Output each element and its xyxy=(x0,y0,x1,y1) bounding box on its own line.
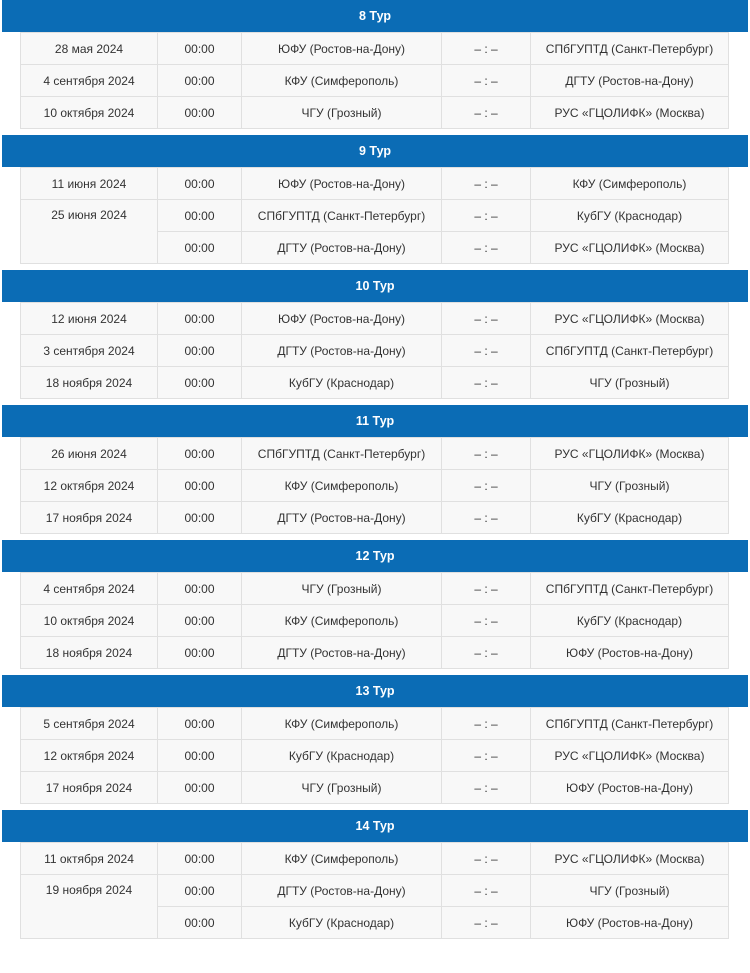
match-home: СПбГУПТД (Санкт-Петербург) xyxy=(242,200,442,232)
match-away: КубГУ (Краснодар) xyxy=(531,200,729,232)
match-date: 10 октября 2024 xyxy=(21,97,158,129)
match-row xyxy=(21,438,729,470)
match-row xyxy=(21,65,729,97)
match-score: – : – xyxy=(442,573,531,605)
match-date: 4 сентября 2024 xyxy=(21,573,158,605)
match-score: – : – xyxy=(442,772,531,804)
round-header: 14 Тур xyxy=(2,810,748,842)
match-away: СПбГУПТД (Санкт-Петербург) xyxy=(531,335,729,367)
round-section xyxy=(0,540,750,675)
match-score: – : – xyxy=(442,335,531,367)
match-row xyxy=(21,708,729,740)
match-time: 00:00 xyxy=(158,875,242,907)
match-row xyxy=(21,502,729,534)
match-score: – : – xyxy=(442,843,531,875)
match-time: 00:00 xyxy=(158,772,242,804)
match-time: 00:00 xyxy=(158,605,242,637)
match-time: 00:00 xyxy=(158,573,242,605)
match-home: ЧГУ (Грозный) xyxy=(242,573,442,605)
matches-table xyxy=(20,572,729,669)
match-time: 00:00 xyxy=(158,335,242,367)
match-score: – : – xyxy=(442,907,531,939)
match-away: РУС «ГЦОЛИФК» (Москва) xyxy=(531,740,729,772)
match-date: 28 мая 2024 xyxy=(21,33,158,65)
match-score: – : – xyxy=(442,168,531,200)
match-score: – : – xyxy=(442,33,531,65)
match-home: КубГУ (Краснодар) xyxy=(242,740,442,772)
match-row xyxy=(21,367,729,399)
round-header: 10 Тур xyxy=(2,270,748,302)
match-date: 17 ноября 2024 xyxy=(21,772,158,804)
match-home: КФУ (Симферополь) xyxy=(242,470,442,502)
match-date: 5 сентября 2024 xyxy=(21,708,158,740)
match-time: 00:00 xyxy=(158,502,242,534)
match-score: – : – xyxy=(442,740,531,772)
match-row xyxy=(21,303,729,335)
matches-table xyxy=(20,302,729,399)
match-home: ЮФУ (Ростов-на-Дону) xyxy=(242,33,442,65)
match-row xyxy=(21,843,729,875)
match-home: КФУ (Симферополь) xyxy=(242,843,442,875)
match-away: КФУ (Симферополь) xyxy=(531,168,729,200)
match-time: 00:00 xyxy=(158,303,242,335)
match-row xyxy=(21,168,729,200)
match-home: ЧГУ (Грозный) xyxy=(242,97,442,129)
match-row xyxy=(21,573,729,605)
match-score: – : – xyxy=(442,97,531,129)
match-score: – : – xyxy=(442,367,531,399)
match-time: 00:00 xyxy=(158,367,242,399)
match-date: 3 сентября 2024 xyxy=(21,335,158,367)
match-score: – : – xyxy=(442,303,531,335)
match-time: 00:00 xyxy=(158,438,242,470)
match-time: 00:00 xyxy=(158,200,242,232)
match-date: 18 ноября 2024 xyxy=(21,367,158,399)
round-section xyxy=(0,0,750,135)
match-score: – : – xyxy=(442,637,531,669)
match-row xyxy=(21,97,729,129)
match-date: 12 октября 2024 xyxy=(21,740,158,772)
match-away: ЮФУ (Ростов-на-Дону) xyxy=(531,772,729,804)
match-score: – : – xyxy=(442,605,531,637)
match-away: ЧГУ (Грозный) xyxy=(531,367,729,399)
match-away: РУС «ГЦОЛИФК» (Москва) xyxy=(531,438,729,470)
match-away: КубГУ (Краснодар) xyxy=(531,502,729,534)
match-date: 19 ноября 2024 xyxy=(21,875,158,939)
match-row xyxy=(21,470,729,502)
match-away: ДГТУ (Ростов-на-Дону) xyxy=(531,65,729,97)
match-time: 00:00 xyxy=(158,97,242,129)
match-home: ДГТУ (Ростов-на-Дону) xyxy=(242,232,442,264)
match-row xyxy=(21,33,729,65)
match-score: – : – xyxy=(442,470,531,502)
match-score: – : – xyxy=(442,200,531,232)
match-time: 00:00 xyxy=(158,708,242,740)
match-date: 25 июня 2024 xyxy=(21,200,158,264)
match-time: 00:00 xyxy=(158,33,242,65)
match-home: ЮФУ (Ростов-на-Дону) xyxy=(242,168,442,200)
matches-table xyxy=(20,32,729,129)
round-header: 12 Тур xyxy=(2,540,748,572)
match-score: – : – xyxy=(442,438,531,470)
match-away: ЮФУ (Ростов-на-Дону) xyxy=(531,637,729,669)
match-time: 00:00 xyxy=(158,907,242,939)
round-header: 8 Тур xyxy=(2,0,748,32)
round-header: 9 Тур xyxy=(2,135,748,167)
match-away: ЮФУ (Ростов-на-Дону) xyxy=(531,907,729,939)
match-home: ЮФУ (Ростов-на-Дону) xyxy=(242,303,442,335)
round-header: 11 Тур xyxy=(2,405,748,437)
match-home: КФУ (Симферополь) xyxy=(242,605,442,637)
match-time: 00:00 xyxy=(158,232,242,264)
match-away: СПбГУПТД (Санкт-Петербург) xyxy=(531,573,729,605)
match-row xyxy=(21,740,729,772)
match-time: 00:00 xyxy=(158,65,242,97)
match-date: 12 октября 2024 xyxy=(21,470,158,502)
match-home: СПбГУПТД (Санкт-Петербург) xyxy=(242,438,442,470)
match-away: РУС «ГЦОЛИФК» (Москва) xyxy=(531,303,729,335)
match-score: – : – xyxy=(442,708,531,740)
match-time: 00:00 xyxy=(158,470,242,502)
match-home: ДГТУ (Ростов-на-Дону) xyxy=(242,637,442,669)
match-away: СПбГУПТД (Санкт-Петербург) xyxy=(531,33,729,65)
round-section xyxy=(0,270,750,405)
match-score: – : – xyxy=(442,232,531,264)
match-row xyxy=(21,772,729,804)
match-row xyxy=(21,875,729,907)
match-away: СПбГУПТД (Санкт-Петербург) xyxy=(531,708,729,740)
match-home: КубГУ (Краснодар) xyxy=(242,907,442,939)
round-section xyxy=(0,675,750,810)
round-section xyxy=(0,405,750,540)
matches-table xyxy=(20,842,729,939)
match-home: ДГТУ (Ростов-на-Дону) xyxy=(242,502,442,534)
matches-table xyxy=(20,437,729,534)
match-row xyxy=(21,200,729,232)
match-away: РУС «ГЦОЛИФК» (Москва) xyxy=(531,97,729,129)
match-date: 4 сентября 2024 xyxy=(21,65,158,97)
match-time: 00:00 xyxy=(158,168,242,200)
match-home: КФУ (Симферополь) xyxy=(242,708,442,740)
match-row xyxy=(21,335,729,367)
match-score: – : – xyxy=(442,65,531,97)
match-time: 00:00 xyxy=(158,637,242,669)
match-away: КубГУ (Краснодар) xyxy=(531,605,729,637)
match-date: 11 октября 2024 xyxy=(21,843,158,875)
match-row xyxy=(21,605,729,637)
match-date: 12 июня 2024 xyxy=(21,303,158,335)
match-home: ЧГУ (Грозный) xyxy=(242,772,442,804)
match-away: ЧГУ (Грозный) xyxy=(531,470,729,502)
match-home: ДГТУ (Ростов-на-Дону) xyxy=(242,875,442,907)
match-home: КФУ (Симферополь) xyxy=(242,65,442,97)
match-away: РУС «ГЦОЛИФК» (Москва) xyxy=(531,843,729,875)
match-date: 11 июня 2024 xyxy=(21,168,158,200)
matches-table xyxy=(20,707,729,804)
match-away: ЧГУ (Грозный) xyxy=(531,875,729,907)
round-section xyxy=(0,135,750,270)
round-section xyxy=(0,810,750,939)
match-date: 17 ноября 2024 xyxy=(21,502,158,534)
match-away: РУС «ГЦОЛИФК» (Москва) xyxy=(531,232,729,264)
match-time: 00:00 xyxy=(158,740,242,772)
matches-table xyxy=(20,167,729,264)
match-home: КубГУ (Краснодар) xyxy=(242,367,442,399)
match-date: 10 октября 2024 xyxy=(21,605,158,637)
round-header: 13 Тур xyxy=(2,675,748,707)
match-date: 18 ноября 2024 xyxy=(21,637,158,669)
match-score: – : – xyxy=(442,875,531,907)
match-date: 26 июня 2024 xyxy=(21,438,158,470)
match-time: 00:00 xyxy=(158,843,242,875)
match-home: ДГТУ (Ростов-на-Дону) xyxy=(242,335,442,367)
match-score: – : – xyxy=(442,502,531,534)
match-row xyxy=(21,637,729,669)
